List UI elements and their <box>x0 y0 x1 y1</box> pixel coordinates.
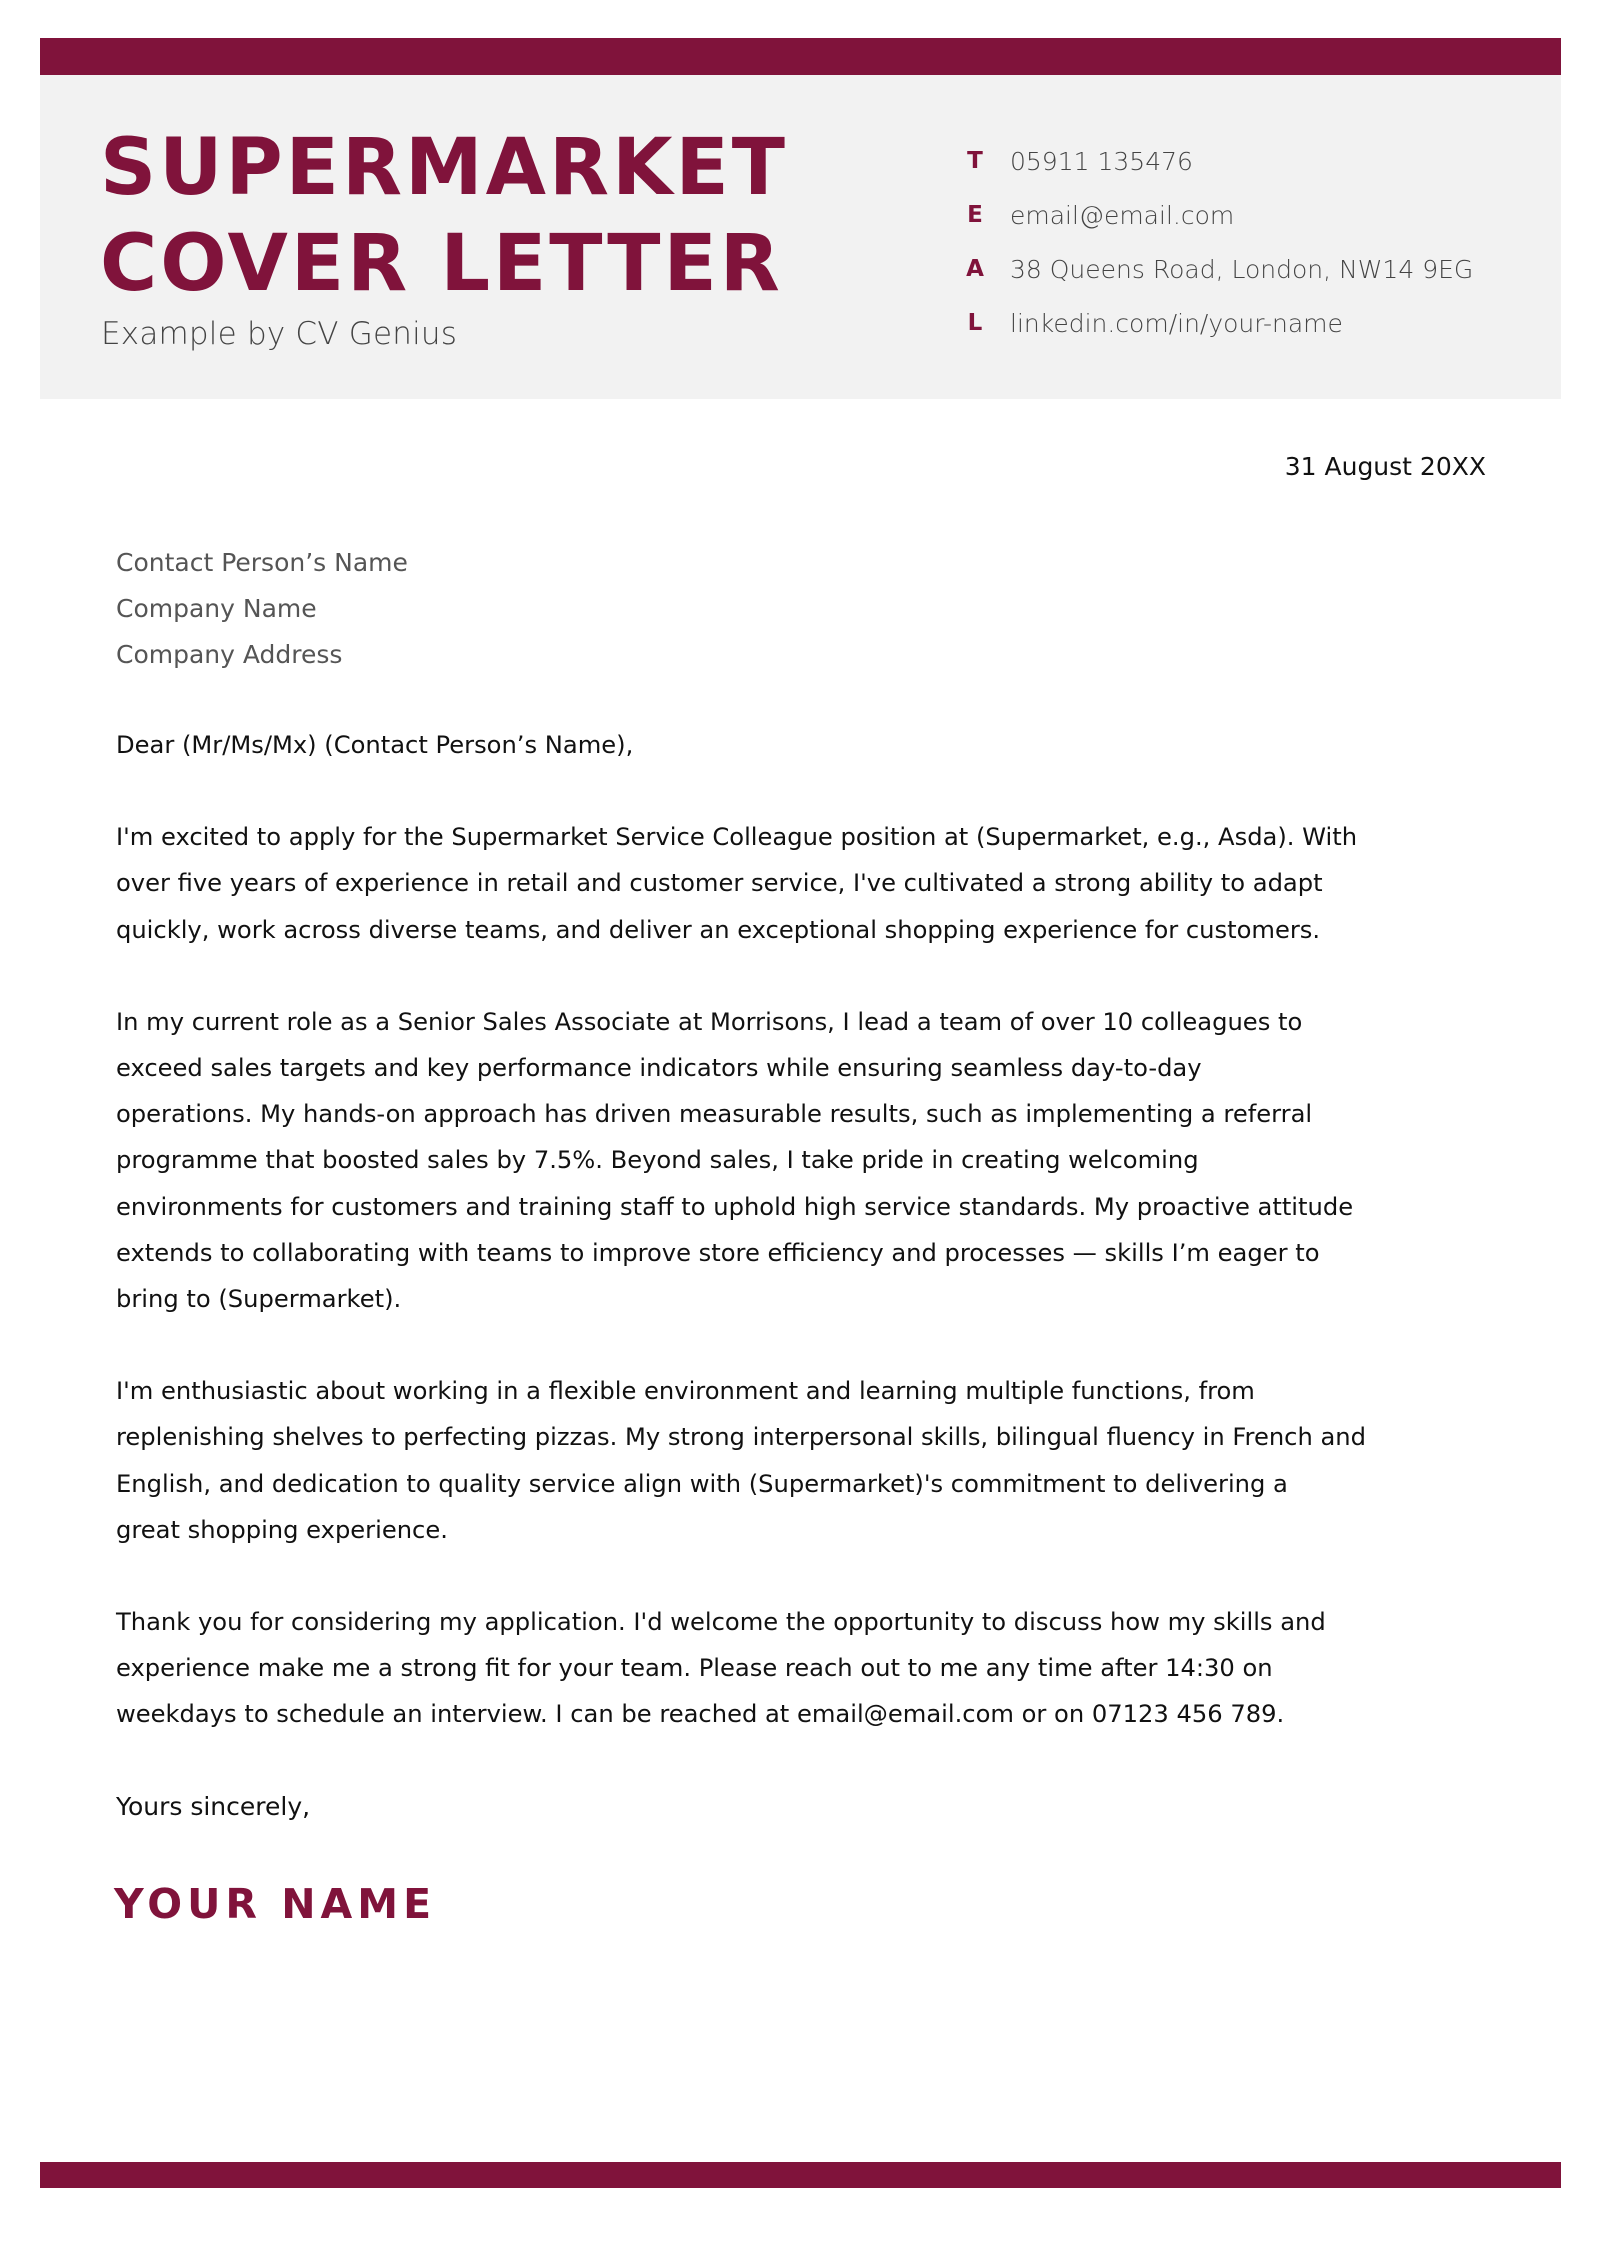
text-line: English, and dedication to quality service align with (Supermarket)'s commitment to delivering a <box>116 1469 1288 1498</box>
linkedin-value: linkedin.com/in/your-name <box>1010 308 1343 338</box>
address-label: A <box>966 256 984 282</box>
page-subtitle: Example by CV Genius <box>101 316 458 352</box>
text-line: I'm excited to apply for the Supermarket Service Colleague position at (Supermarket, e.g., Asda). With <box>116 823 1358 852</box>
text-line: operations. My hands-on approach has driven measurable results, such as implementing a referral <box>116 1100 1313 1129</box>
paragraph-skills <box>116 1368 1496 1553</box>
text-line: quickly, work across diverse teams, and deliver an exceptional shopping experience for customers. <box>116 915 1321 944</box>
recipient-company: Company Name <box>116 594 317 623</box>
email-label: E <box>967 202 983 228</box>
text-line: In my current role as a Senior Sales Associate at Morrisons, I lead a team of over 10 colleagues to <box>116 1007 1303 1036</box>
top-accent-bar <box>40 38 1561 75</box>
page-title <box>100 120 788 312</box>
recipient-name: Contact Person’s Name <box>116 548 408 577</box>
title-line-2: COVER LETTER <box>100 219 783 309</box>
text-line: experience make me a strong fit for your team. Please reach out to me any time after 14:30 on <box>116 1654 1273 1683</box>
phone-label: T <box>967 148 983 174</box>
paragraph-intro <box>116 814 1496 953</box>
text-line: I'm enthusiastic about working in a flexible environment and learning multiple functions, from <box>116 1377 1255 1406</box>
contact-phone <box>940 134 1473 188</box>
contact-email <box>940 188 1473 242</box>
text-line: replenishing shelves to perfecting pizzas. My strong interpersonal skills, bilingual fluency in French and <box>116 1423 1366 1452</box>
text-line: programme that boosted sales by 7.5%. Beyond sales, I take pride in creating welcoming <box>116 1146 1199 1175</box>
bottom-accent-bar <box>40 2162 1561 2188</box>
text-line: great shopping experience. <box>116 1515 448 1544</box>
sign-off: Yours sincerely, <box>116 1792 311 1821</box>
text-line: extends to collaborating with teams to improve store efficiency and processes — skills I’m eager to <box>116 1238 1320 1267</box>
recipient-block <box>116 540 408 678</box>
salutation: Dear (Mr/Ms/Mx) (Contact Person’s Name), <box>116 731 634 759</box>
text-line: over five years of experience in retail and customer service, I've cultivated a strong ability to adapt <box>116 869 1323 898</box>
contact-linkedin <box>940 296 1473 350</box>
letter-body <box>116 722 1496 1784</box>
recipient-address: Company Address <box>116 640 343 669</box>
email-value: email@email.com <box>1010 200 1235 230</box>
text-line: environments for customers and training staff to uphold high service standards. My proactive attitude <box>116 1192 1354 1221</box>
contact-address <box>940 242 1473 296</box>
text-line: bring to (Supermarket). <box>116 1285 402 1314</box>
signature-name: YOUR NAME <box>114 1880 437 1928</box>
title-line-1: SUPERMARKET <box>100 123 789 213</box>
address-value: 38 Queens Road, London, NW14 9EG <box>1010 254 1474 284</box>
phone-value: 05911 135476 <box>1010 146 1193 176</box>
contact-details <box>940 134 1473 350</box>
paragraph-experience <box>116 999 1496 1322</box>
linkedin-label: L <box>967 310 983 336</box>
text-line: Thank you for considering my application. I'd welcome the opportunity to discuss how my skills and <box>116 1608 1326 1637</box>
text-line: weekdays to schedule an interview. I can be reached at email@email.com or on 07123 456 789. <box>116 1700 1285 1729</box>
text-line: exceed sales targets and key performance indicators while ensuring seamless day-to-day <box>116 1054 1202 1083</box>
letter-date: 31 August 20XX <box>1284 452 1486 481</box>
paragraph-closing <box>116 1599 1496 1738</box>
